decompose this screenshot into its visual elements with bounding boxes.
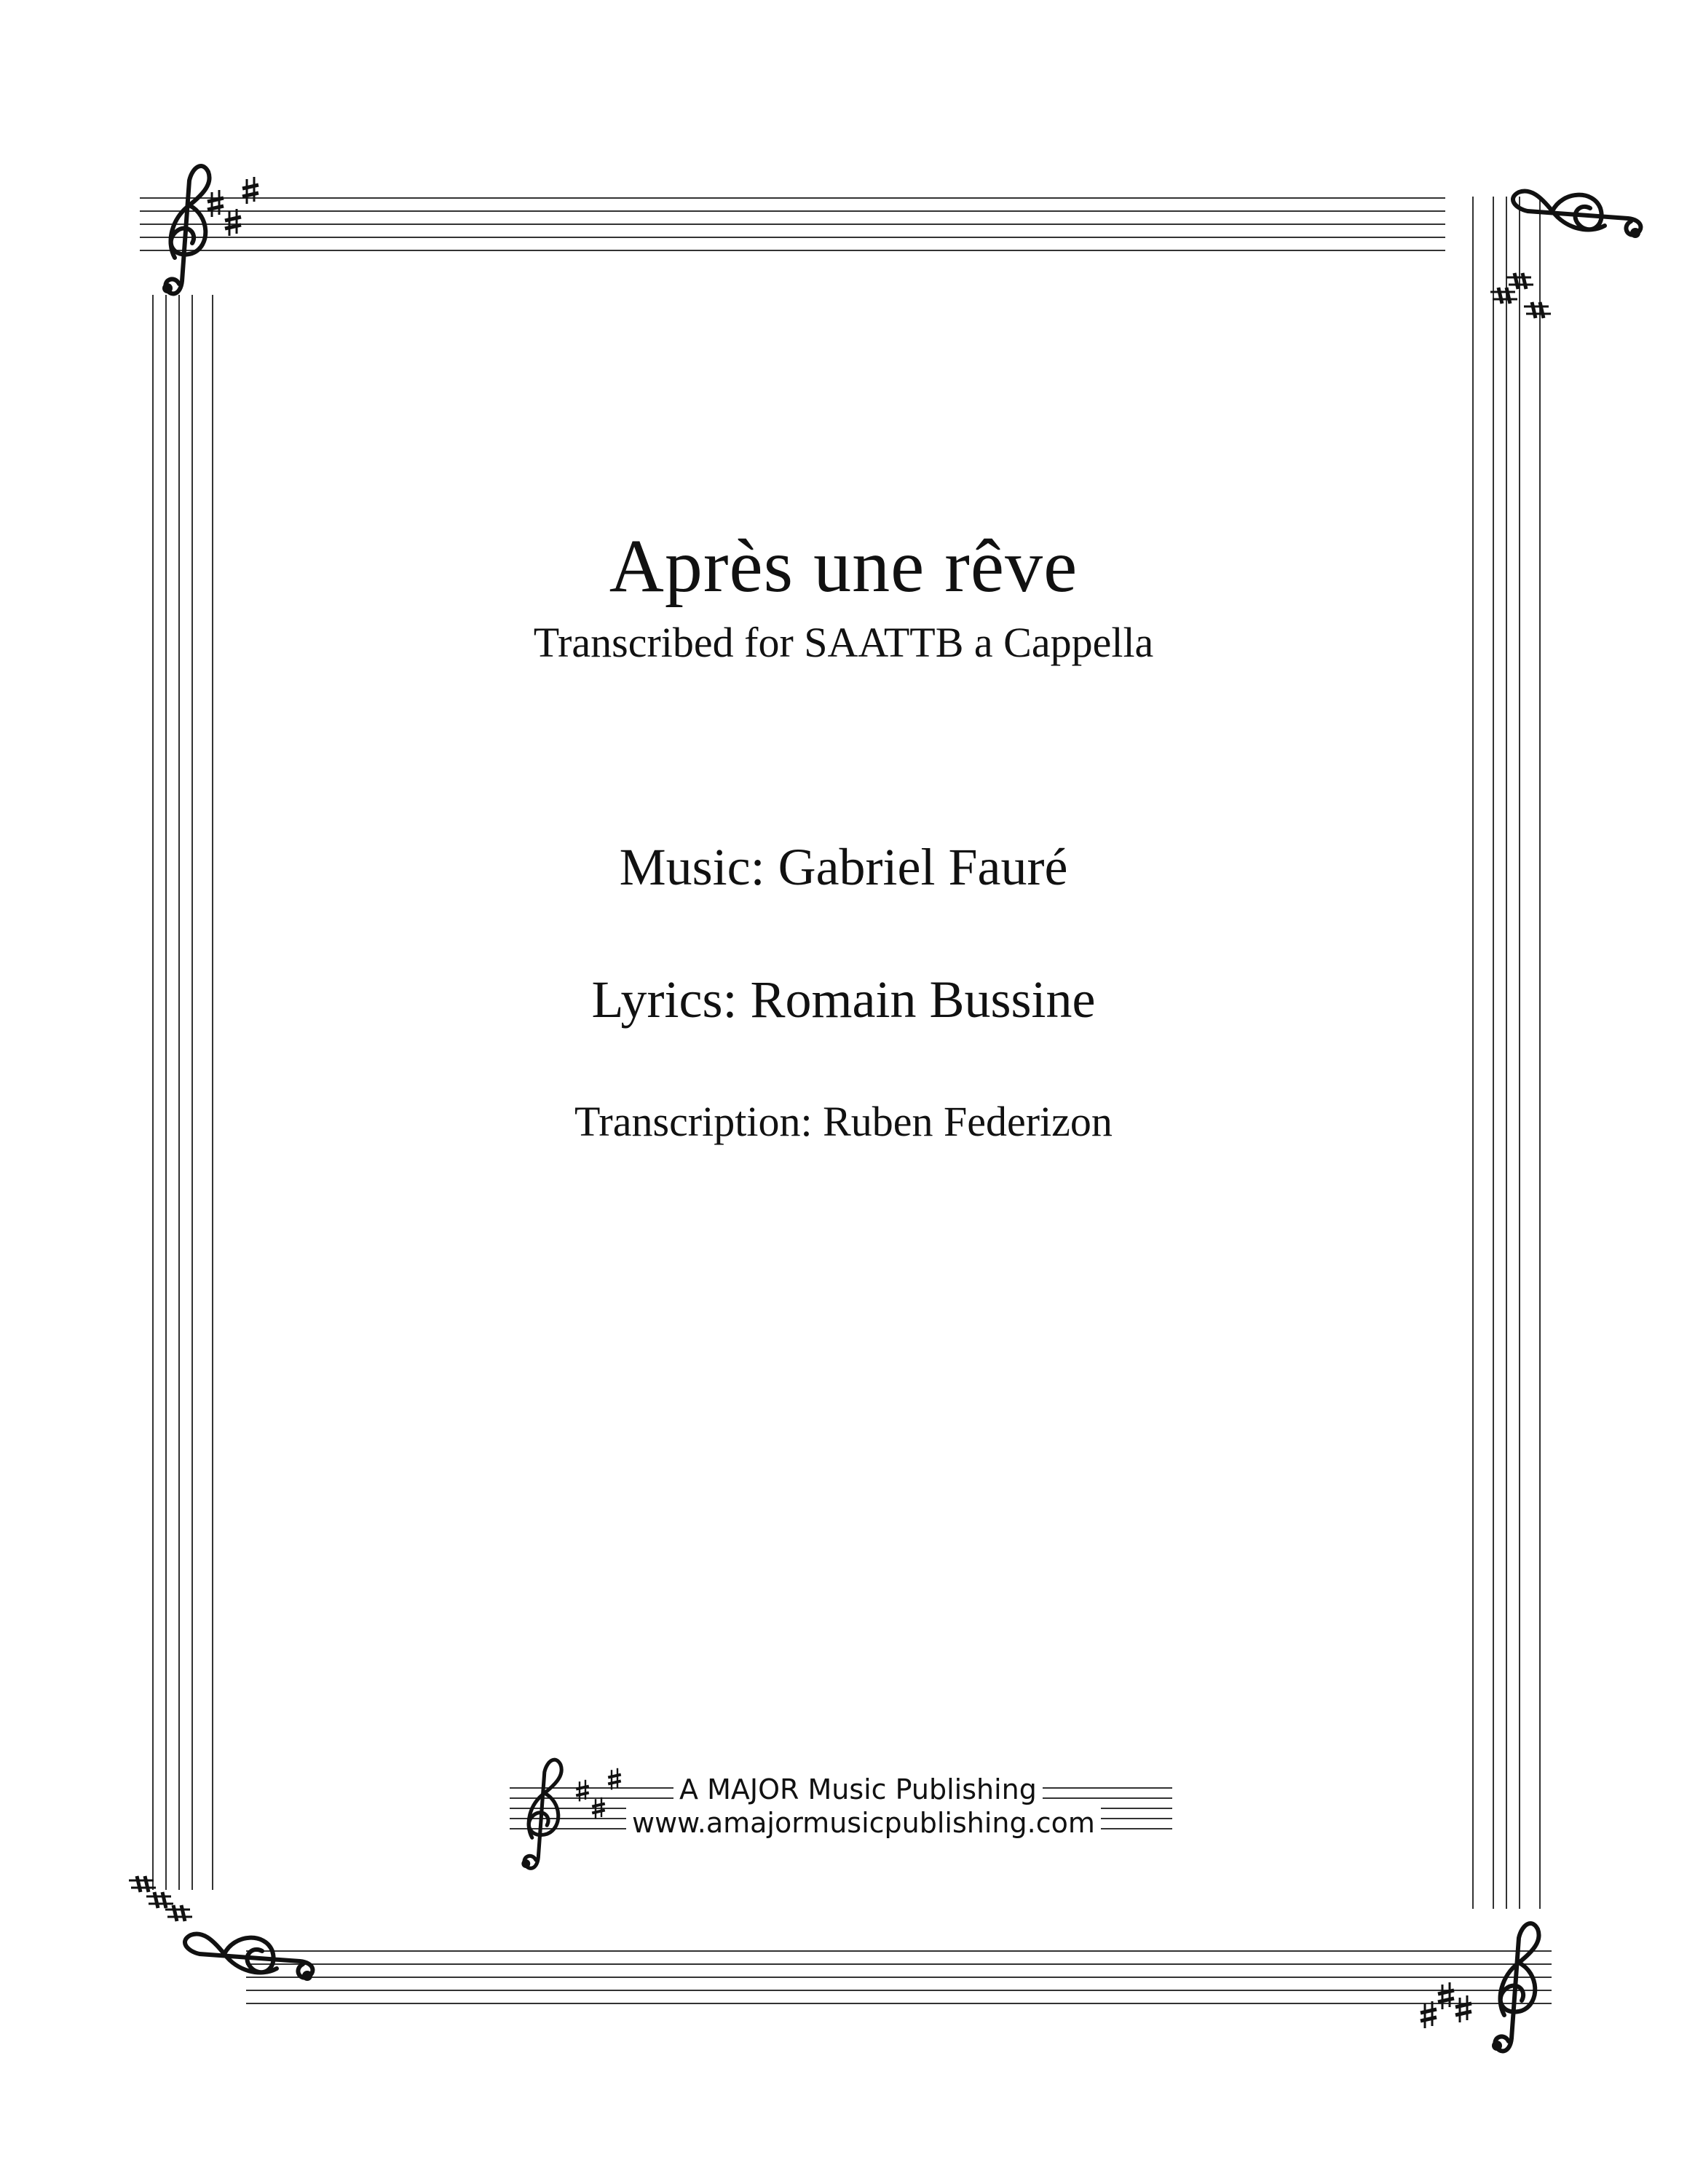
top-staff: [140, 198, 1445, 250]
right-staff: [1473, 197, 1540, 1909]
treble-clef-a-major-key-signature-icon: [521, 1760, 620, 1868]
bottom-staff: [246, 1951, 1552, 2003]
transcriber-credit: Transcription: Ruben Federizon: [574, 1098, 1113, 1145]
treble-clef-icon: [162, 166, 210, 293]
three-sharps-icon: [1421, 1982, 1471, 2028]
publisher-name: A MAJOR Music Publishing: [673, 1773, 1043, 1805]
publisher-url[interactable]: www.amajormusicpublishing.com: [626, 1807, 1101, 1839]
treble-clef-icon: [1492, 1923, 1539, 2051]
page-title: Après une rêve: [609, 524, 1078, 608]
treble-clef-icon: [185, 1934, 312, 1981]
three-sharps-icon: [129, 1876, 192, 1921]
composer-credit: Music: Gabriel Fauré: [619, 838, 1068, 896]
lyricist-credit: Lyrics: Romain Bussine: [591, 970, 1096, 1029]
treble-clef-icon: [1513, 191, 1640, 238]
publisher-logo-block: [510, 1747, 1180, 1871]
three-sharps-icon: [208, 177, 258, 236]
subtitle: Transcribed for SAATTB a Cappella: [533, 619, 1154, 666]
three-sharps-icon: [1490, 273, 1551, 318]
